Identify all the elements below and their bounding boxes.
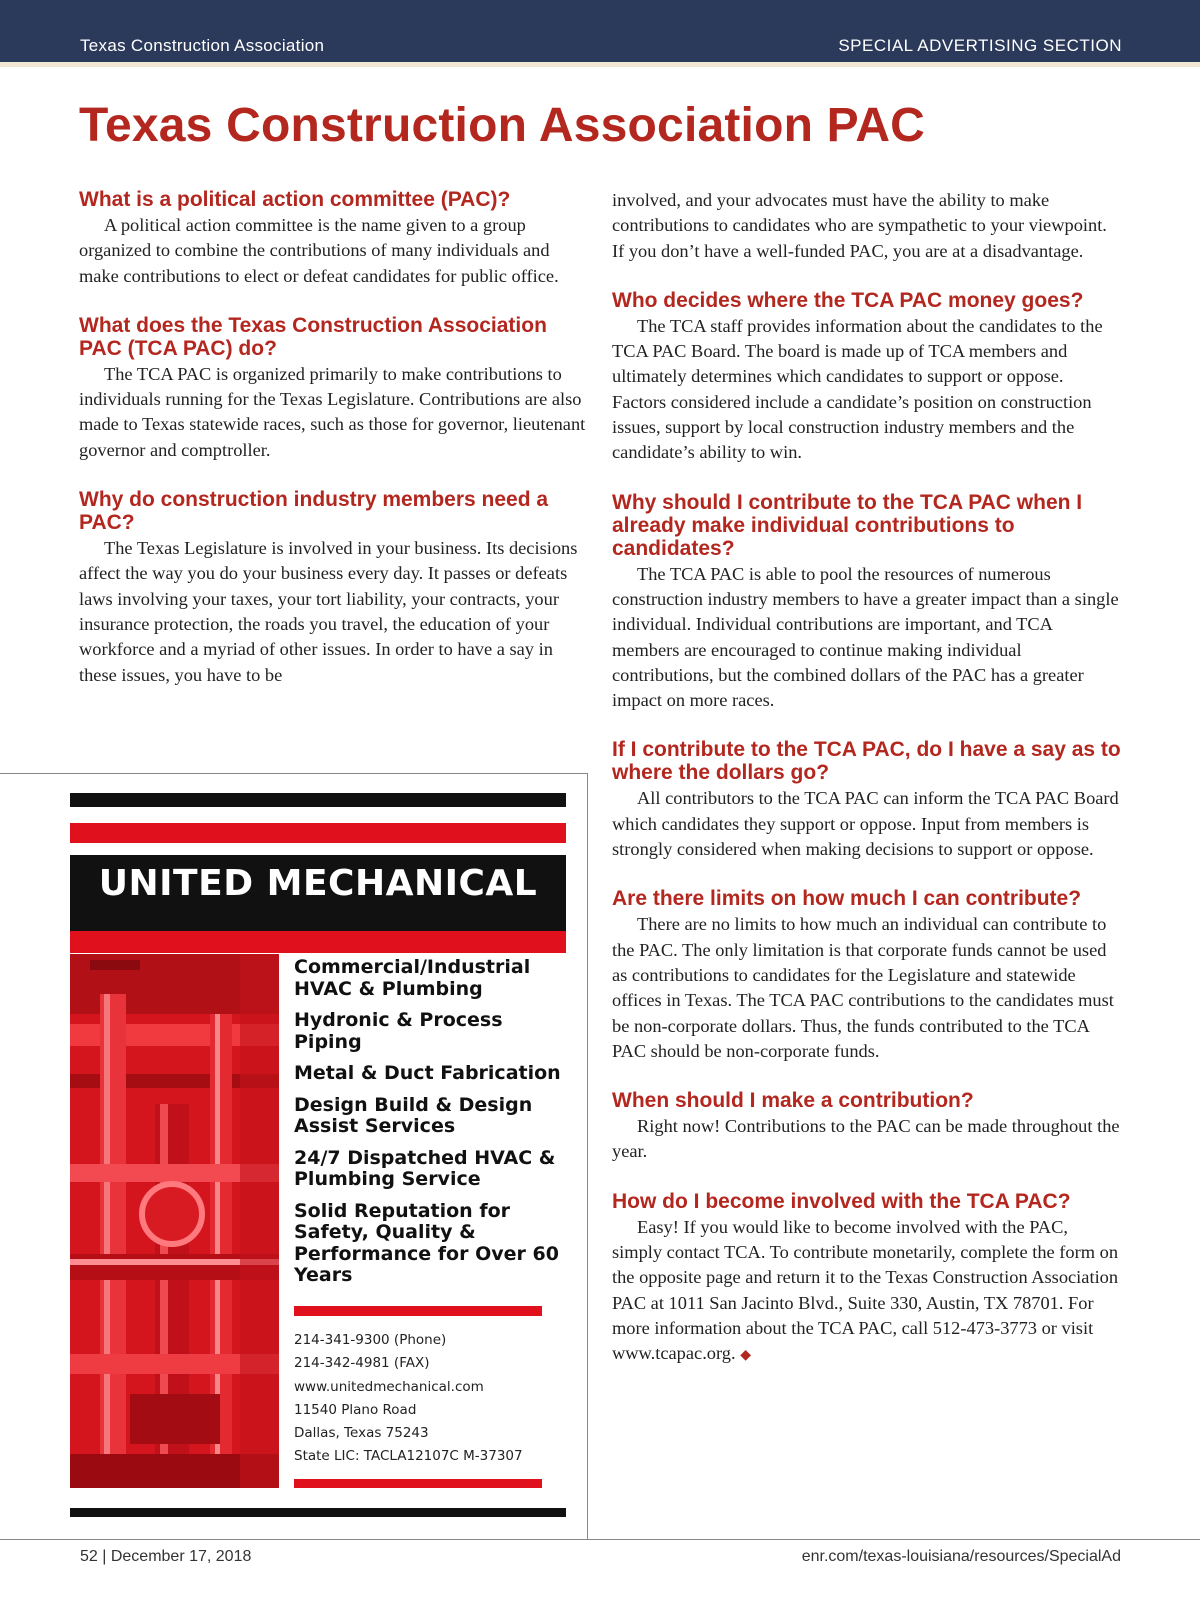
- ad-services-list: [294, 957, 564, 1297]
- ad-divider: [294, 1479, 542, 1488]
- faq-section: [612, 1089, 1122, 1165]
- ad-contact-info: [294, 1329, 564, 1469]
- end-mark-icon: ◆: [740, 1347, 751, 1364]
- footer-url-link[interactable]: enr.com/texas-louisiana/resources/SpecialAd: [801, 1548, 1121, 1565]
- piping-photo: [70, 954, 279, 1488]
- faq-answer: A political action committee is the name given to a group organized to combine the contributions of many individuals and make contributions to elect or defeat candidates for public office.: [79, 215, 559, 286]
- faq-answer: All contributors to the TCA PAC can inform the TCA PAC Board which candidates they support or oppose. Input from members is strongly considered when making decisions to support or oppose.: [612, 788, 1119, 860]
- faq-answer: The TCA PAC is organized primarily to make contributions to individuals running for the Texas Legislature. Contributions are also made to Texas statewide races, such as those for governor, lieutenant governor and comptroller.: [79, 363, 586, 460]
- ad-service-item: Commercial/Industrial HVAC & Plumbing: [294, 956, 531, 1000]
- faq-section: [79, 314, 587, 463]
- faq-question: Why do construction industry members need a PAC?: [79, 488, 549, 535]
- page-title: Texas Construction Association PAC: [79, 99, 926, 152]
- ad-service-item: 24/7 Dispatched HVAC & Plumbing Service: [294, 1146, 556, 1190]
- faq-answer: [612, 1215, 1122, 1369]
- faq-answer-text: Easy! If you would like to become involved with the PAC, simply contact TCA. To contribute monetarily, complete the form on the opposite page and return it to the Texas Construction Association PAC at 1011 San Jacinto Blvd., Suite 330, Austin, TX 78701. For more information about the TCA PAC, call 512-473-3773 or visit www.tcapac.org.: [612, 1216, 1119, 1364]
- ad-brand-name: UNITED MECHANICAL: [98, 863, 538, 904]
- faq-question: What is a political action committee (PAC)?: [79, 188, 511, 211]
- left-column: [79, 188, 587, 713]
- ad-service-item: Hydronic & Process Piping: [294, 1009, 503, 1053]
- faq-question: Are there limits on how much I can contribute?: [612, 887, 1082, 911]
- ad-phone: 214-341-9300 (Phone): [294, 1332, 447, 1348]
- faq-question: How do I become involved with the TCA PAC?: [612, 1189, 1071, 1213]
- faq-section: [79, 188, 587, 289]
- header-section-label: SPECIAL ADVERTISING SECTION: [838, 36, 1122, 55]
- faq-question: If I contribute to the TCA PAC, do I have a say as to where the dollars go?: [612, 738, 1121, 785]
- faq-section: [612, 289, 1122, 466]
- ad-service-item: Design Build & Design Assist Services: [294, 1093, 533, 1137]
- footer-page-info: 52 | December 17, 2018: [80, 1548, 252, 1565]
- header-bar: [0, 0, 1200, 62]
- header-rule: [0, 62, 1200, 67]
- faq-section: [612, 887, 1122, 1064]
- ad-frame-top: [0, 773, 588, 774]
- faq-answer: The TCA PAC is able to pool the resources of numerous construction industry members to have a greater impact than a single individual. Individual contributions are important, and TCA members are encouraged to continue making individual contributions, but the combined dollars of the PAC has a greater impact on more races.: [612, 563, 1119, 711]
- ad-stripe: [70, 1508, 566, 1517]
- faq-section: [612, 1190, 1122, 1369]
- piping-photo-art: [70, 954, 279, 1488]
- faq-question: What does the Texas Construction Association PAC (TCA PAC) do?: [79, 313, 547, 360]
- ad-license: State LIC: TACLA12107C M-37307: [294, 1448, 523, 1465]
- ad-website-link[interactable]: www.unitedmechanical.com: [294, 1378, 484, 1395]
- faq-answer: The Texas Legislature is involved in your business. Its decisions affect the way you do your business every day. It passes or defeats laws involving your taxes, your tort liability, your contracts, your insurance protection, the roads you travel, the education of your workforce and a myriad of other issues. In order to have a say in these issues, you have to be: [79, 538, 578, 685]
- ad-stripe: [70, 823, 566, 843]
- faq-section: [79, 488, 587, 688]
- ad-city-state: Dallas, Texas 75243: [294, 1425, 429, 1442]
- united-mechanical-ad: [70, 793, 566, 1517]
- faq-answer: The TCA staff provides information about the candidates to the TCA PAC Board. The board is made up of TCA members and ultimately determines which candidates to support or oppose. Factors considered include a candidate’s position on construction issues, support by local construction industry members and the candidate’s ability to win.: [612, 315, 1103, 463]
- faq-question: Why should I contribute to the TCA PAC when I already make individual contributions to candidates?: [612, 490, 1083, 560]
- ad-fax: 214-342-4981 (FAX): [294, 1355, 430, 1372]
- faq-answer: Right now! Contributions to the PAC can be made throughout the year.: [612, 1116, 1120, 1162]
- ad-stripe: [70, 931, 566, 953]
- ad-service-item: Solid Reputation for Safety, Quality & Performance for Over 60 Years: [294, 1199, 559, 1286]
- faq-question: When should I make a contribution?: [612, 1089, 974, 1113]
- faq-question: Who decides where the TCA PAC money goes?: [612, 288, 1084, 312]
- faq-section: [612, 738, 1122, 862]
- faq-answer: There are no limits to how much an individual can contribute to the PAC. The only limitation is that corporate funds cannot be used as contributions to candidates for the Legislature and statewide offices in Texas. The TCA PAC contributions to the candidates must be non-corporate dollars. Thus, the funds contributed to the TCA PAC should be non-corporate funds.: [612, 914, 1114, 1061]
- faq-answer-continued: involved, and your advocates must have the ability to make contributions to candidates who are sympathetic to your viewpoint. If you don’t have a well-funded PAC, you are at a disadvantage.: [612, 190, 1107, 261]
- ad-service-item: Metal & Duct Fabrication: [294, 1062, 561, 1084]
- right-column: [612, 188, 1122, 1394]
- ad-divider: [294, 1306, 542, 1316]
- ad-street-address: 11540 Plano Road: [294, 1401, 417, 1418]
- ad-stripe: [70, 793, 566, 807]
- footer-rule: [0, 1539, 1200, 1540]
- faq-continuation: [612, 188, 1122, 264]
- faq-section: [612, 491, 1122, 714]
- header-org-name: Texas Construction Association: [80, 36, 325, 55]
- ad-frame-right: [587, 773, 588, 1540]
